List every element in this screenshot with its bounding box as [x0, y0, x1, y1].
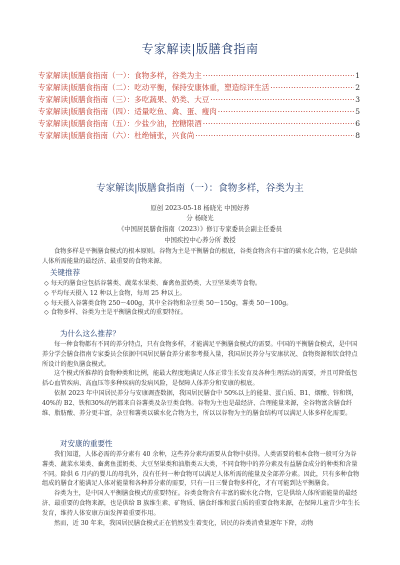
article-byline: 原创 2023-05-18 杨晓光 中国好养: [150, 205, 250, 212]
toc-entry-page: 5: [355, 107, 360, 116]
toc-entry-label: 专家解读|版膳食指南（五）：少盐少油，控糖限酒: [38, 119, 202, 128]
section-title: 专家解读|版膳食指南（一）：食物多样，谷类为主: [96, 183, 304, 194]
body-paragraph: 谷类为主，是中国人平衡膳食模式的重要特征。谷类食物含有丰富的碳水化合物，它是供给人体所需能量的最经济、最重要的食物来源，也是供给 B 族维生素、矿物质、膳食纤维和蛋白质的重要食物来源，在保障儿童青少年生长发育，维持人体安康方面发挥着重要作用。: [42, 490, 360, 517]
document-title: 专家解读|版膳食指南: [141, 42, 259, 56]
list-item: ◇ 每天摄入谷薯类食物 250～400g，其中全谷物和杂豆类 50～150g，薯类 50～100g。: [44, 299, 293, 307]
toc-entry-label: 专家解读|版膳食指南（一）：食物多样，谷类为主: [38, 71, 202, 80]
list-item: ◇ 平均每天摄入 12 种以上食物，每周 25 种以上。: [44, 289, 186, 297]
section-intro: [42, 247, 362, 267]
toc-leader-dots: [203, 119, 354, 128]
toc-entry[interactable]: [38, 82, 360, 94]
toc-entry[interactable]: [38, 106, 360, 118]
list-item: ◇ 每天的膳食应包括谷薯类、蔬菜水果类、畜禽鱼蛋奶类、大豆坚果类等食物。: [44, 280, 262, 287]
list-item: ◇ 食物多样、谷类为主是平衡膳食模式的重要特征。: [44, 309, 187, 317]
toc-entry-label: 专家解读|版膳食指南（二）：吃动平衡，保持安康体重，塑造综评生活: [38, 83, 270, 92]
toc-entry-page: 1: [355, 71, 360, 80]
toc-entry-label: 专家解读|版膳食指南（六）：杜绝铺张，兴食尚: [38, 131, 195, 140]
toc-entry[interactable]: [38, 70, 360, 82]
toc-leader-dots: [203, 71, 354, 80]
why-section: [42, 340, 362, 418]
body-paragraph: 依据 2023 年中国居民养分与安康调查数据，我国居民膳食中 50%以上的能量、蛋白质、B1、烟酸、锌和镁，40%的 B2、铁和30%的钙都来自谷薯类及杂豆类食物。谷物为主也是最经济、合理能量来源，全谷物富含膳食纤维、脂肪酸、养分更丰富，杂豆和薯类以碳水化合物为主，所以以谷物为主的膳食结构可以满足人体多样化需要。: [42, 389, 358, 417]
body-paragraph: 然而，近 30 年来，我国居民膳食模式正在悄然发生着变化，居民的谷类消费量逐年下降，动物: [54, 519, 314, 527]
toc-entry-label: 专家解读|版膳食指南（三）：多吃蔬果、奶类、大豆: [38, 95, 210, 104]
author-line: 分 杨晓光: [186, 215, 214, 222]
recommend-heading: 关键推荐: [50, 268, 80, 277]
why-heading: 为什么这么推荐？: [60, 329, 120, 338]
author-title: 中国疾控中心养分所 教授: [164, 237, 236, 244]
author-affiliation: 《中国居民膳食指南（2023）》修订专家委员会副主任委员: [117, 226, 282, 233]
body-paragraph: 这个模式所推荐的食物种类和比例，能最大程度地满足人体正常生长发育及各种生理活动的需要，并且可降低包括心血管疾病、高血压等多种疾病的发病风险，是保障人体养分和安康的根底。: [42, 370, 358, 388]
toc-leader-dots: [210, 95, 354, 104]
recommend-list: [44, 279, 362, 318]
health-section: [42, 450, 362, 560]
toc-leader-dots: [218, 107, 354, 116]
toc-leader-dots: [270, 83, 354, 92]
toc-entry-page: 6: [355, 119, 360, 128]
body-paragraph: 我们知道，人体必需的养分素有 40 余种，这些养分素均需要从食物中获得。人类需要的根本食物一般可分为谷薯类、蔬菜水果类、畜禽鱼蛋奶类、大豆坚果类和油脂类五大类，不同食物中的养分素及有益膳食成分的种类和含量不同。除供 6 月内的婴儿的母乳外，没有任何一种食物可以满足人体所需的能量及全部养分素。因此，只有多种食物组成的膳食才能满足人体对能量和各种养分素的需要，只有一日三餐食物多样化，才有可能到达平衡膳食。: [42, 451, 360, 488]
toc-entry-label: 专家解读|版膳食指南（四）：适量吃鱼、禽、蛋、瘦肉: [38, 107, 217, 116]
body-paragraph: 每一种食物都有不同的养分特点，只有食物多样，才能满足平衡膳食模式的需要。中国的平衡膳食模式，是中国养分学会膳食指南专家委员会依据中国居民膳食养分素参考摄入量，我国居民养分与安康状况、食物资源和饮食特点所设计的抱负膳食模式。: [42, 341, 358, 368]
toc-entry-page: 2: [355, 83, 360, 92]
table-of-contents: [38, 70, 360, 142]
toc-leader-dots: [195, 131, 354, 140]
toc-entry[interactable]: [38, 94, 360, 106]
intro-paragraph: 食物多样是平衡膳食模式的根本原则。谷物为主是平衡膳食的根底，谷类食物含有丰富的碳水化合物，它是供给人体所需能量的最经济、最重要的食物来源。: [42, 248, 358, 265]
toc-entry[interactable]: [38, 130, 360, 142]
toc-entry[interactable]: [38, 118, 360, 130]
toc-entry-page: 3: [355, 95, 360, 104]
health-heading: 对安康的重要性: [60, 439, 113, 448]
toc-entry-page: 8: [355, 131, 360, 140]
